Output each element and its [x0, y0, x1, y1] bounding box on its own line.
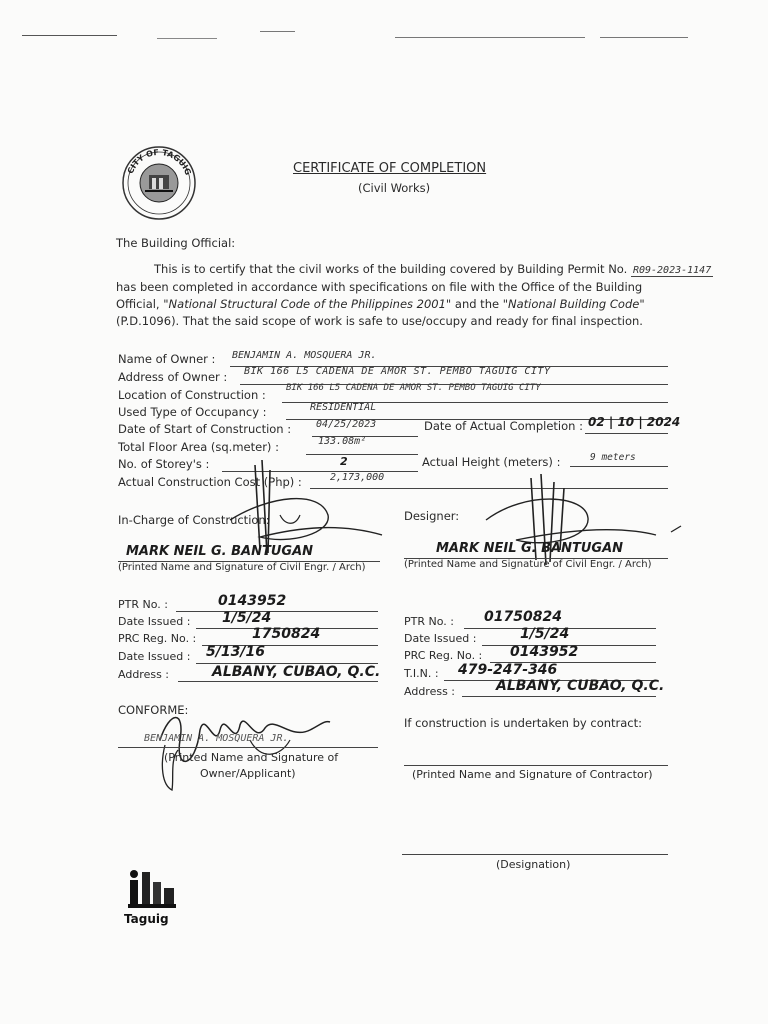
building-permit-no: R09-2023-1147 [632, 265, 712, 276]
floor-area-label: Total Floor Area (sq.meter) : [118, 440, 279, 454]
designer-name: MARK NEIL G. BANTUGAN [436, 541, 624, 556]
designer-prc-value: 0143952 [510, 644, 579, 660]
designer-date-issued-value: 1/5/24 [520, 626, 570, 642]
owner-address-label: Address of Owner : [118, 370, 228, 384]
city-seal [121, 145, 197, 221]
intro-line-3c: and the [454, 297, 500, 311]
storeys-value: 2 [340, 455, 348, 468]
designer-ptr-label: PTR No. : [404, 615, 454, 628]
start-date-value: 04/25/2023 [316, 419, 377, 430]
floor-area-value: 133.08m² [318, 436, 367, 447]
cost-label: Actual Construction Cost (Php) : [118, 475, 302, 489]
designer-address-label: Address : [404, 685, 456, 698]
incharge-ptr-label: PTR No. : [118, 598, 168, 611]
scan-mark-line [22, 35, 117, 36]
owner-caption-line-2: Owner/Applicant) [200, 767, 296, 780]
completion-date-value: 02 | 10 | 2024 [588, 415, 681, 429]
designer-address-value: ALBANY, CUBAO, Q.C. [496, 678, 665, 694]
incharge-prc-date-label: Date Issued : [118, 650, 191, 663]
scan-mark-line [600, 37, 688, 38]
designation-caption: (Designation) [496, 858, 571, 871]
incharge-date-issued-label: Date Issued : [118, 615, 191, 628]
intro-line-4: (P.D.1096). That the said scope of work is safe to use/occupy and ready for final inspection. [116, 314, 643, 328]
incharge-heading: In-Charge of Construction: [118, 513, 270, 527]
designer-tin-label: T.I.N. : [404, 667, 439, 680]
owner-label: Name of Owner : [118, 352, 216, 366]
cost-value: 2,173,000 [330, 472, 385, 483]
owner-value: BENJAMIN A. MOSQUERA JR. [232, 350, 377, 361]
intro-line-2: has been completed in accordance with specifications on file with the Office of the Building [116, 280, 643, 294]
owner-caption-line-1: (Printed Name and Signature of [164, 751, 339, 764]
intro-line-3a: Official, [116, 297, 160, 311]
intro-paragraph [116, 261, 712, 330]
scan-mark-line [157, 38, 217, 39]
incharge-address-value: ALBANY, CUBAO, Q.C. [212, 664, 381, 680]
conforme-heading: CONFORME: [118, 703, 189, 717]
height-label: Actual Height (meters) : [422, 455, 561, 469]
designer-tin-value: 479-247-346 [458, 662, 558, 678]
start-date-label: Date of Start of Construction : [118, 422, 292, 436]
incharge-prc-label: PRC Reg. No. : [118, 632, 197, 645]
contract-note: If construction is undertaken by contract: [404, 716, 643, 730]
incharge-prc-date-value: 5/13/16 [206, 644, 265, 660]
designer-heading: Designer: [404, 509, 460, 523]
code-reference-2: "National Building Code" [502, 297, 645, 311]
designer-prc-label: PRC Reg. No. : [404, 649, 483, 662]
contractor-caption: (Printed Name and Signature of Contractor) [412, 768, 653, 781]
occupancy-label: Used Type of Occupancy : [118, 405, 267, 419]
incharge-address-label: Address : [118, 668, 170, 681]
designer-caption: (Printed Name and Signature of Civil Engr. / Arch) [404, 559, 652, 570]
owner-name: BENJAMIN A. MOSQUERA JR. [144, 733, 289, 744]
incharge-name: MARK NEIL G. BANTUGAN [126, 544, 314, 559]
scan-mark-line [395, 37, 585, 38]
seal-graphic [121, 145, 197, 221]
incharge-caption: (Printed Name and Signature of Civil Engr. / Arch) [118, 562, 366, 573]
incharge-prc-value: 1750824 [252, 626, 321, 642]
addressee: The Building Official: [116, 236, 236, 250]
code-reference-1: "National Structural Code of the Philippines 2001" [163, 297, 452, 311]
incharge-date-issued-value: 1/5/24 [222, 610, 272, 626]
seal-text: CITY OF TAGUIG [125, 147, 193, 177]
certificate-subtitle: (Civil Works) [358, 181, 431, 195]
storeys-label: No. of Storey's : [118, 457, 210, 471]
taguig-logo [124, 868, 180, 928]
incharge-ptr-value: 0143952 [218, 593, 287, 609]
completion-date-label: Date of Actual Completion : [424, 419, 583, 433]
scan-mark-line [260, 31, 295, 32]
taguig-logo-icon [124, 868, 180, 910]
height-value: 9 meters [590, 452, 636, 463]
intro-line-1: This is to certify that the civil works of the building covered by Building Permit No. [154, 262, 628, 276]
designer-date-issued-label: Date Issued : [404, 632, 477, 645]
location-value: BIK 166 L5 CADENA DE AMOR ST. PEMBO TAGUIG CITY [286, 383, 541, 393]
location-label: Location of Construction : [118, 388, 266, 402]
owner-address-value: BIK 166 L5 CADENA DE AMOR ST. PEMBO TAGUIG CITY [244, 366, 551, 377]
certificate-title: CERTIFICATE OF COMPLETION [293, 161, 487, 176]
taguig-logo-text: Taguig [124, 912, 169, 926]
designer-ptr-value: 01750824 [484, 609, 562, 625]
occupancy-value: RESIDENTIAL [310, 402, 377, 413]
